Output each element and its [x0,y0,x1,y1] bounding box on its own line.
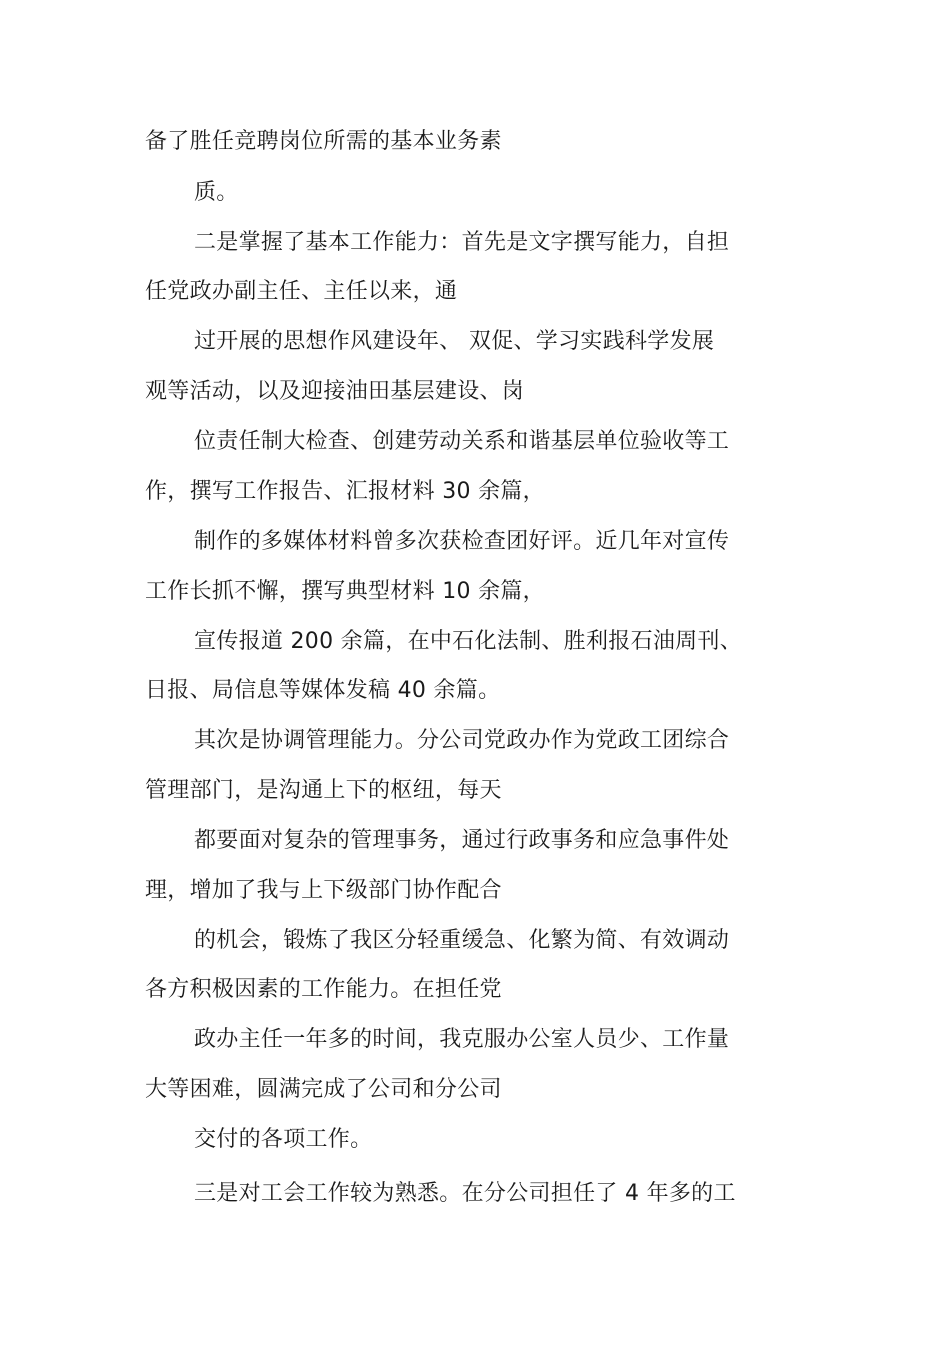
paragraph-start: 其次是协调管理能力。分公司党政办作为党政工团综合 [194,728,730,753]
text-line: 日报、局信息等媒体发稿 40 余篇。 [145,678,501,703]
text-line: 各方积极因素的工作能力。在担任党 [145,977,502,1002]
text-line: 观等活动，以及迎接油田基层建设、岗 [145,379,525,404]
text-line: 政办主任一年多的时间，我克服办公室人员少、工作量 [194,1027,730,1052]
text-line: 作，撰写工作报告、汇报材料 30 余篇， [145,479,545,504]
text-line: 质。 [194,180,239,205]
text-line: 过开展的思想作风建设年、 双促、学习实践科学发展 [194,329,715,354]
text-line: 制作的多媒体材料曾多次获检查团好评。近几年对宣传 [194,529,730,554]
text-line: 理，增加了我与上下级部门协作配合 [145,878,502,903]
paragraph-start: 三是对工会工作较为熟悉。在分公司担任了 4 年多的工 [194,1181,736,1206]
text-line: 管理部门，是沟通上下的枢纽，每天 [145,778,502,803]
paragraph-start: 二是掌握了基本工作能力：首先是文字撰写能力，自担 [194,230,730,255]
text-line: 大等困难，圆满完成了公司和分公司 [145,1077,502,1102]
text-line: 工作长抓不懈，撰写典型材料 10 余篇， [145,579,545,604]
text-line: 交付的各项工作。 [194,1127,373,1152]
text-line: 的机会，锻炼了我区分轻重缓急、化繁为简、有效调动 [194,928,730,953]
text-line: 都要面对复杂的管理事务，通过行政事务和应急事件处 [194,828,730,853]
text-line: 位责任制大检查、创建劳动关系和谐基层单位验收等工 [194,429,730,454]
text-line: 宣传报道 200 余篇，在中石化法制、胜利报石油周刊、 [194,629,743,654]
text-line: 任党政办副主任、主任以来，通 [145,279,458,304]
text-line: 备了胜任竞聘岗位所需的基本业务素 [145,129,502,154]
